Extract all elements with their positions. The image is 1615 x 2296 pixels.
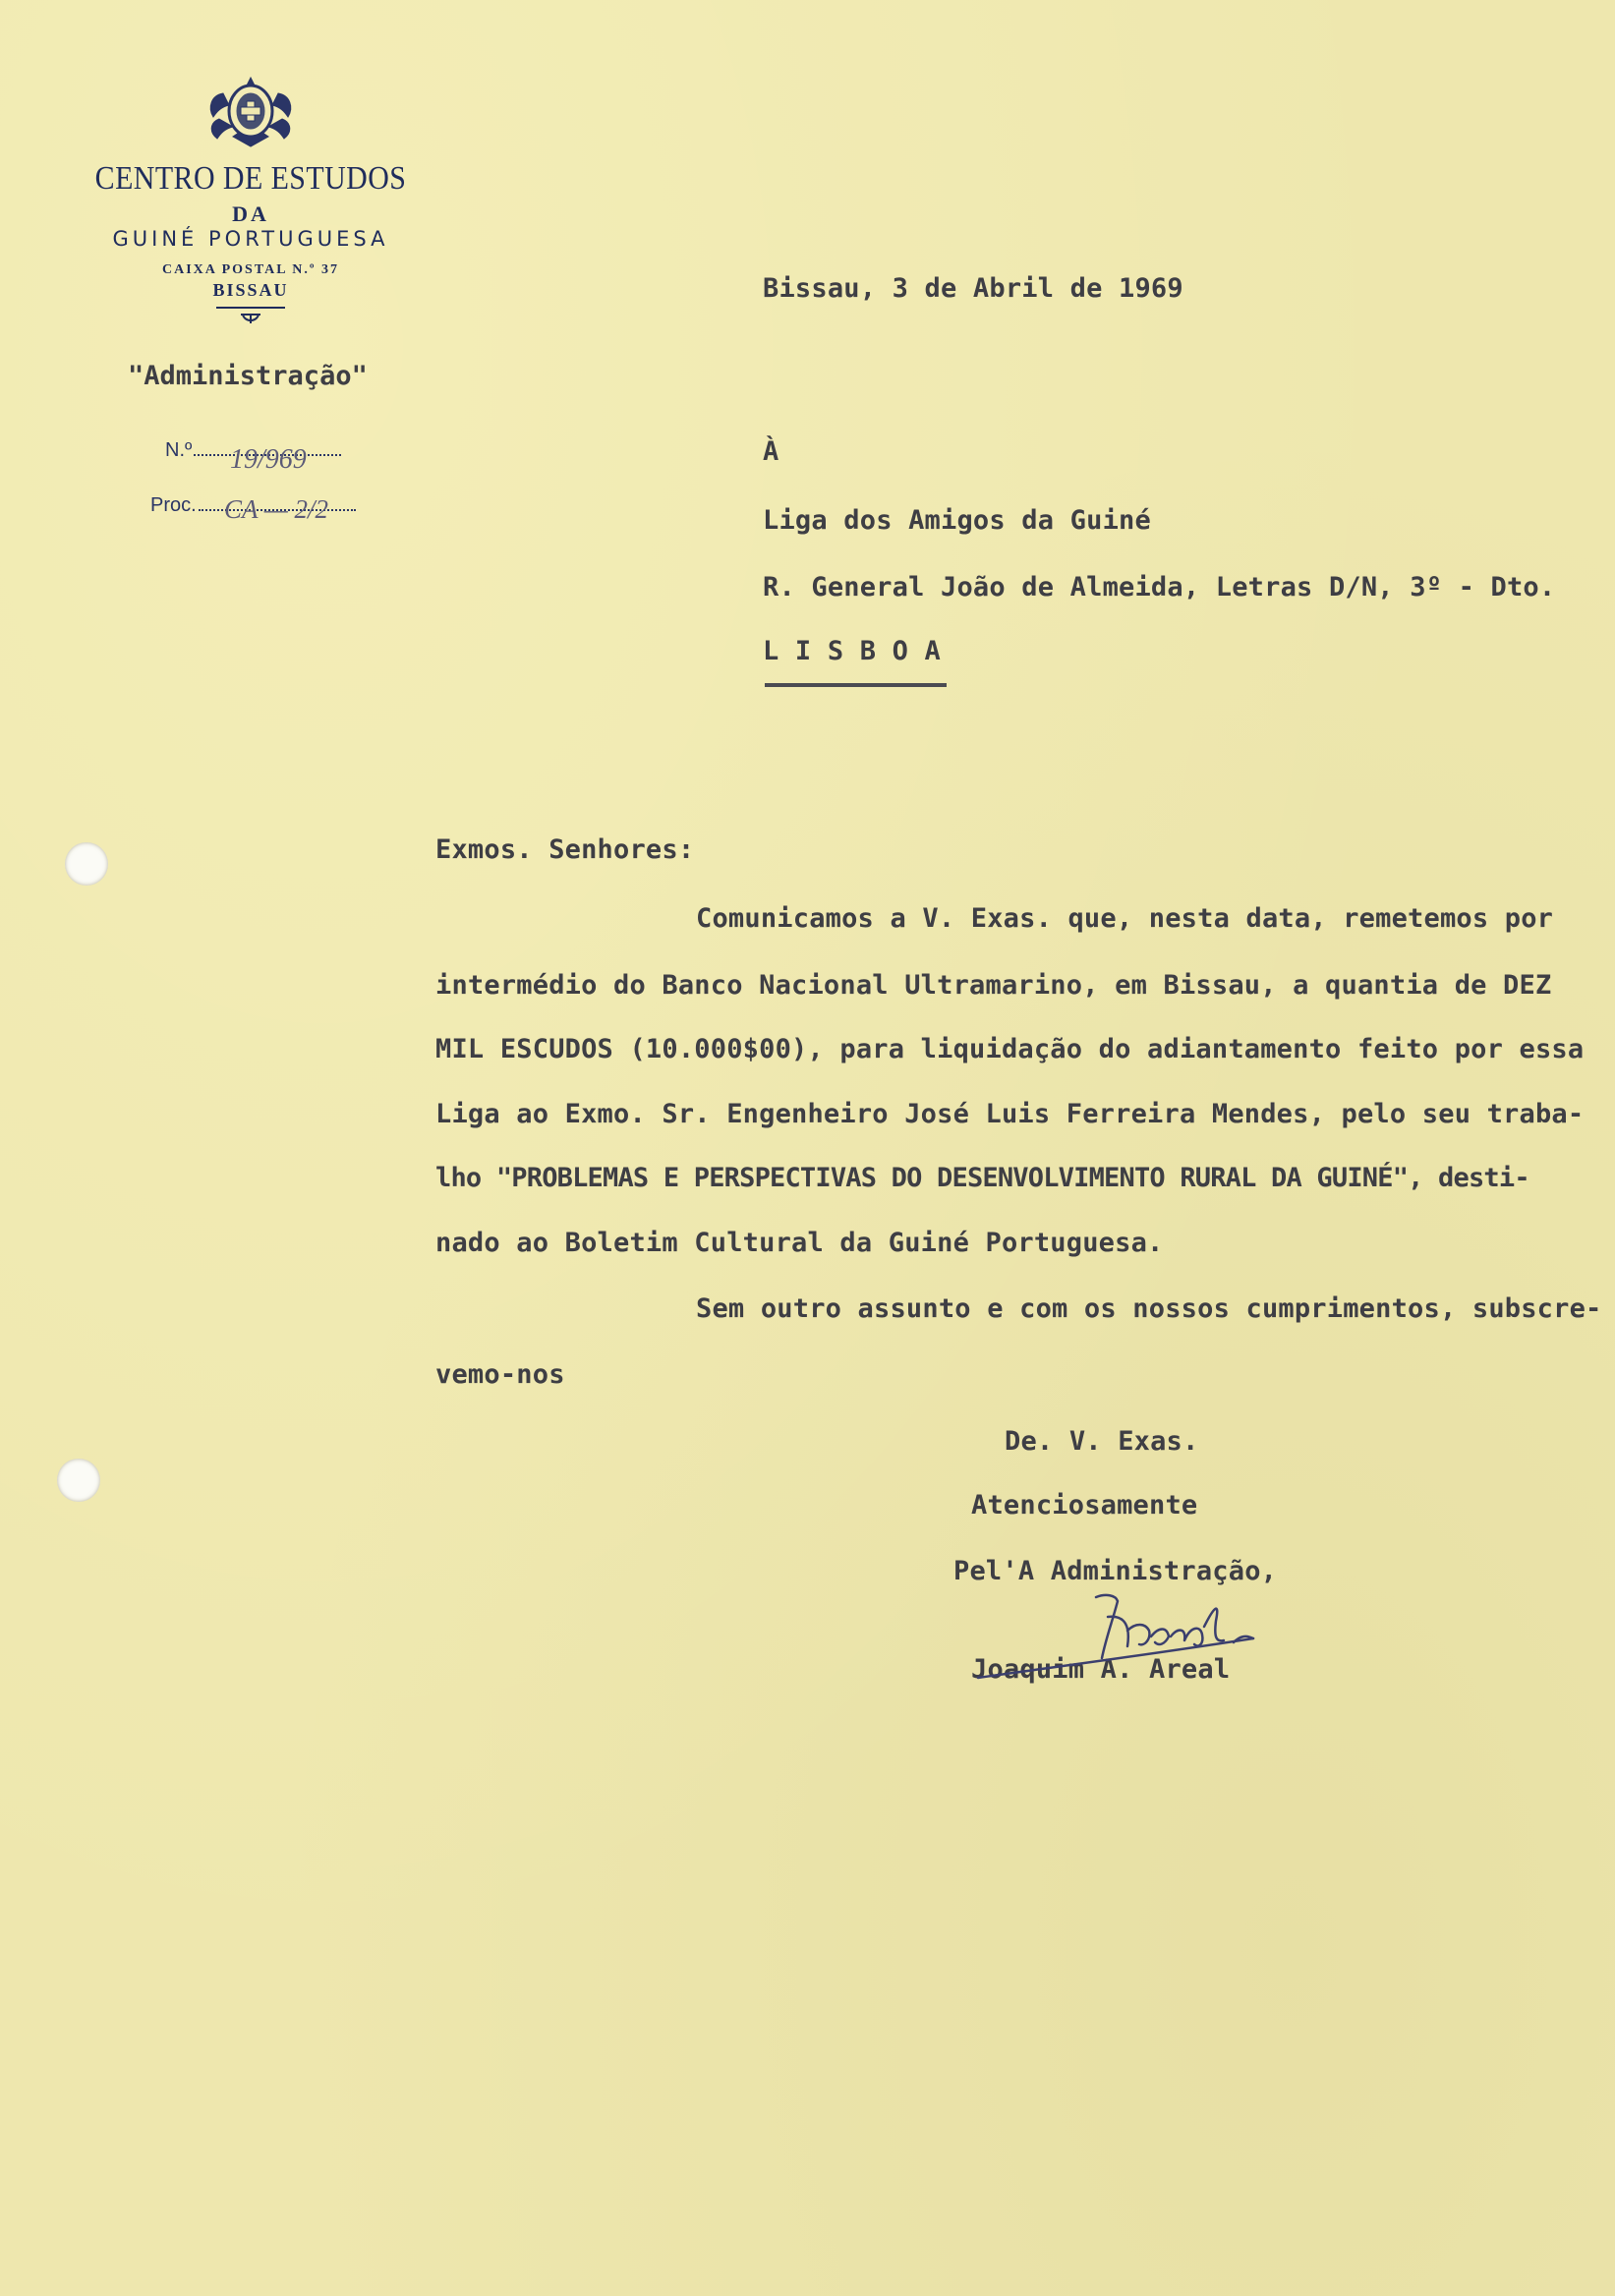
proc-label: Proc. bbox=[150, 494, 197, 516]
closing-line: Atenciosamente bbox=[971, 1490, 1198, 1521]
salutation: Exmos. Senhores: bbox=[435, 834, 695, 865]
recipient-address: R. General João de Almeida, Letras D/N, 3º - Dto. bbox=[763, 572, 1556, 603]
body-line: Sem outro assunto e com os nossos cumprimentos, subscre- bbox=[696, 1293, 1602, 1324]
process-value: CA — 2/2 bbox=[224, 494, 329, 524]
department-label: "Administração" bbox=[128, 361, 368, 391]
recipient-city: L I S B O A bbox=[763, 636, 942, 666]
body-line: lho "PROBLEMAS E PERSPECTIVAS DO DESENVOLVIMENTO RURAL DA GUINÉ", desti- bbox=[435, 1163, 1529, 1193]
divider bbox=[216, 307, 285, 309]
recipient-prefix: À bbox=[763, 436, 779, 467]
body-line: nado ao Boletim Cultural da Guiné Portuguesa. bbox=[435, 1228, 1164, 1258]
org-da: DA bbox=[232, 201, 269, 226]
number-label: N.º bbox=[165, 439, 193, 461]
body-line: MIL ESCUDOS (10.000$00), para liquidação do adiantamento feito por essa bbox=[435, 1034, 1585, 1064]
city-underline bbox=[765, 683, 947, 687]
body-line: Liga ao Exmo. Sr. Engenheiro José Luis Ferreira Mendes, pelo seu traba- bbox=[435, 1099, 1585, 1129]
recipient-name: Liga dos Amigos da Guiné bbox=[763, 505, 1151, 536]
org-city: BISSAU bbox=[212, 280, 289, 300]
body-line: Comunicamos a V. Exas. que, nesta data, remetemos por bbox=[696, 903, 1554, 934]
coat-of-arms-icon bbox=[203, 74, 298, 148]
body-line: vemo-nos bbox=[435, 1359, 565, 1390]
org-postal-box: CAIXA POSTAL N.º 37 bbox=[161, 262, 340, 277]
letterhead bbox=[54, 74, 447, 325]
anchor-mark-icon bbox=[239, 312, 262, 325]
org-name: CENTRO DE ESTUDOS bbox=[94, 160, 407, 197]
handwritten-signature bbox=[958, 1587, 1273, 1695]
punch-hole-top bbox=[65, 842, 108, 886]
org-region: GUINÉ PORTUGUESA bbox=[112, 227, 389, 251]
letter-date: Bissau, 3 de Abril de 1969 bbox=[763, 273, 1183, 304]
closing-line: Pel'A Administração, bbox=[953, 1556, 1278, 1586]
body-line: intermédio do Banco Nacional Ultramarino, em Bissau, a quantia de DEZ bbox=[435, 970, 1552, 1001]
punch-hole-bottom bbox=[57, 1459, 100, 1502]
signer-name: Joaquim A. Areal bbox=[971, 1654, 1231, 1685]
reference-number-value: 19/969 bbox=[230, 444, 307, 475]
closing-line: De. V. Exas. bbox=[1005, 1426, 1199, 1457]
